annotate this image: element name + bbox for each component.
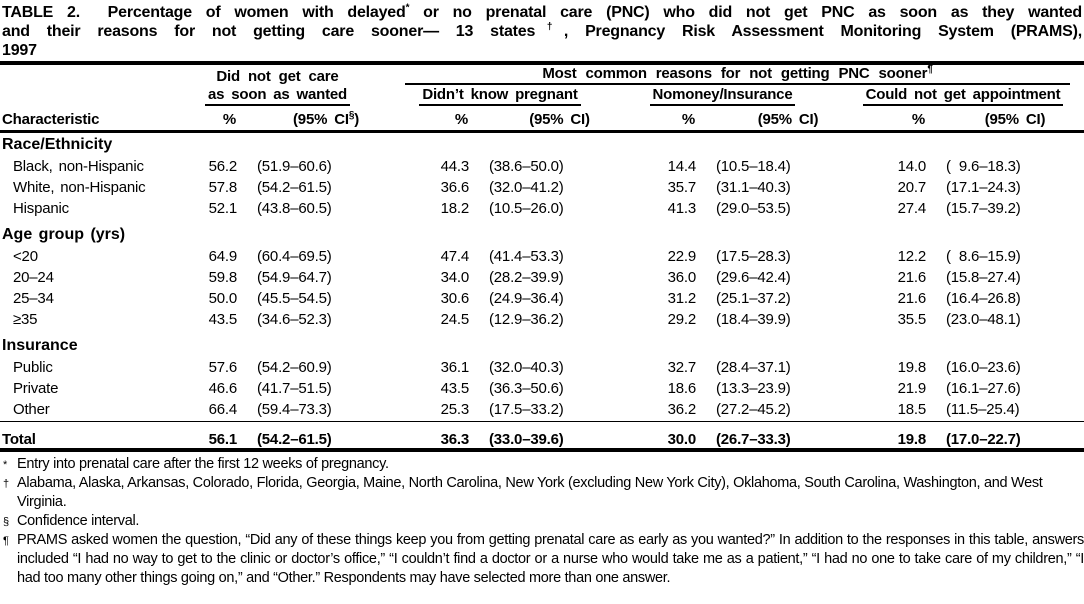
- ci-header: (95% CI§): [293, 110, 359, 128]
- superscript-marker: ¶: [927, 64, 933, 75]
- ci-value: (32.0–41.2): [489, 179, 564, 196]
- subgroup-underlined-label: as soon as wanted: [205, 86, 350, 106]
- section-header-row: [0, 334, 1084, 355]
- row-label: 20–24: [13, 269, 54, 286]
- row-label: Black, non-Hispanic: [13, 158, 144, 175]
- footnote: [0, 531, 1084, 588]
- percent-value: 12.2: [897, 248, 926, 265]
- table-row: [0, 307, 1084, 328]
- row-label: Private: [13, 380, 59, 397]
- subgroup-as-soon-as-wanted: [190, 86, 395, 106]
- percent-value: 30.0: [667, 431, 696, 448]
- section-name: Age group (yrs): [2, 226, 126, 243]
- ci-value: (10.5–18.4): [716, 158, 791, 175]
- ci-value: (54.2–61.5): [257, 179, 332, 196]
- ci-value: (16.0–23.6): [946, 359, 1021, 376]
- ci-value: (16.4–26.8): [946, 290, 1021, 307]
- superscript-marker: *: [405, 2, 410, 14]
- ci-value: (17.5–28.3): [716, 248, 791, 265]
- title-line: and their reasons for not getting care sooner— 13 states†, Pregnancy Risk Assessment Monitoring System (PRAMS),: [2, 21, 1082, 40]
- percent-value: 22.9: [667, 248, 696, 265]
- percent-value: 31.2: [667, 290, 696, 307]
- ci-value: (36.3–50.6): [489, 380, 564, 397]
- header-row-columns: [0, 106, 1084, 130]
- row-label: 25–34: [13, 290, 54, 307]
- ci-value: (18.4–39.9): [716, 311, 791, 328]
- percent-value: 29.2: [667, 311, 696, 328]
- table-row: [0, 355, 1084, 376]
- table-header: [0, 65, 1084, 130]
- row-label: Hispanic: [13, 200, 69, 217]
- ci-value: (54.2–60.9): [257, 359, 332, 376]
- footnote-text: PRAMS asked women the question, “Did any of these things keep you from getting prenatal care as early as you wanted?” In addition to the responses in this table, answers included “I had no way to get to the clinic or doctor’s office,” “I couldn’t find a doctor or a nurse who would take me as a patient,” “I had no one to take care of my children,” “I had too many other things going on,” and “Other.” Respondents may have selected more than one answer.: [17, 532, 1084, 586]
- ci-value: (17.5–33.2): [489, 401, 564, 418]
- table-section: [0, 223, 1084, 328]
- table-row: [0, 265, 1084, 286]
- ci-value: (15.7–39.2): [946, 200, 1021, 217]
- title-line: 1997: [2, 42, 37, 59]
- table-row: [0, 175, 1084, 196]
- footnote-text: Entry into prenatal care after the first 12 weeks of pregnancy.: [17, 456, 389, 472]
- footnote: [0, 455, 1084, 474]
- row-label: Other: [13, 401, 50, 418]
- percent-header: %: [454, 111, 468, 128]
- ci-value: (29.0–53.5): [716, 200, 791, 217]
- percent-value: 21.6: [897, 290, 926, 307]
- percent-value: 35.5: [897, 311, 926, 328]
- percent-value: 52.1: [208, 200, 237, 217]
- superscript-marker: †: [535, 21, 564, 33]
- subgroup-didnt-know-pregnant: [395, 86, 630, 106]
- percent-value: 56.1: [208, 431, 237, 448]
- percent-value: 24.5: [440, 311, 469, 328]
- percent-value: 20.7: [897, 179, 926, 196]
- ci-header: (95% CI): [529, 111, 590, 128]
- ci-value: (45.5–54.5): [257, 290, 332, 307]
- row-label: ≥35: [13, 311, 38, 328]
- percent-value: 41.3: [667, 200, 696, 217]
- ci-value: (16.1–27.6): [946, 380, 1021, 397]
- percent-value: 47.4: [440, 248, 469, 265]
- ci-value: (17.0–22.7): [946, 431, 1021, 448]
- percent-value: 36.6: [440, 179, 469, 196]
- table-section: [0, 133, 1084, 217]
- footnote: [0, 474, 1084, 512]
- ci-value: (38.6–50.0): [489, 158, 564, 175]
- percent-value: 66.4: [208, 401, 237, 418]
- table-row: [0, 397, 1084, 418]
- subgroup-no-money-insurance: [630, 86, 860, 106]
- footnotes: [0, 455, 1084, 588]
- percent-value: 36.0: [667, 269, 696, 286]
- percent-value: 57.6: [208, 359, 237, 376]
- ci-value: ( 8.6–15.9): [946, 248, 1021, 265]
- percent-value: 19.8: [897, 359, 926, 376]
- percent-value: 36.2: [667, 401, 696, 418]
- percent-value: 14.0: [897, 158, 926, 175]
- percent-value: 43.5: [208, 311, 237, 328]
- ci-value: (33.0–39.6): [489, 431, 564, 448]
- ci-value: (28.2–39.9): [489, 269, 564, 286]
- ci-value: (51.9–60.6): [257, 158, 332, 175]
- row-label: Public: [13, 359, 53, 376]
- percent-value: 14.4: [667, 158, 696, 175]
- footnote-marker: †: [3, 478, 9, 490]
- row-label: <20: [13, 248, 38, 265]
- percent-header: %: [681, 111, 695, 128]
- ci-value: (43.8–60.5): [257, 200, 332, 217]
- percent-value: 43.5: [440, 380, 469, 397]
- percent-header: %: [222, 111, 236, 128]
- ci-value: ( 9.6–18.3): [946, 158, 1021, 175]
- subgroup-underlined-label: Didn’t know pregnant: [419, 86, 580, 106]
- section-name: Race/Ethnicity: [2, 136, 113, 153]
- ci-value: (15.8–27.4): [946, 269, 1021, 286]
- footnote-marker: *: [3, 459, 7, 471]
- section-header-row: [0, 133, 1084, 154]
- ci-value: (13.3–23.9): [716, 380, 791, 397]
- percent-value: 30.6: [440, 290, 469, 307]
- percent-value: 36.3: [440, 431, 469, 448]
- table-section: [0, 334, 1084, 418]
- ci-value: (23.0–48.1): [946, 311, 1021, 328]
- footnote-marker: ¶: [3, 535, 9, 547]
- header-row-subgroups: [0, 85, 1084, 106]
- ci-value: (60.4–69.5): [257, 248, 332, 265]
- ci-value: (31.1–40.3): [716, 179, 791, 196]
- ci-value: (54.9–64.7): [257, 269, 332, 286]
- section-header-row: [0, 223, 1084, 244]
- percent-value: 25.3: [440, 401, 469, 418]
- header-row-groups: [0, 65, 1084, 85]
- column-group-did-not-get-care: Did not get care: [216, 68, 339, 85]
- footnote-text: Confidence interval.: [17, 513, 140, 529]
- ci-value: (12.9–36.2): [489, 311, 564, 328]
- percent-value: 19.8: [897, 431, 926, 448]
- ci-value: (17.1–24.3): [946, 179, 1021, 196]
- title-line: TABLE 2. Percentage of women with delayed* or no prenatal care (PNC) who did not get PNC as soon as they wanted: [2, 2, 1083, 21]
- table-row: [0, 196, 1084, 217]
- ci-value: (32.0–40.3): [489, 359, 564, 376]
- percent-value: 57.8: [208, 179, 237, 196]
- percent-value: 50.0: [208, 290, 237, 307]
- total-row-container: [0, 422, 1084, 448]
- characteristic-header: Characteristic: [2, 111, 100, 128]
- ci-header: (95% CI): [757, 111, 819, 128]
- section-name: Insurance: [2, 337, 78, 354]
- footnote-marker: §: [3, 516, 9, 528]
- ci-value: (10.5–26.0): [489, 200, 564, 217]
- ci-value: (26.7–33.3): [716, 431, 791, 448]
- table-title: [0, 0, 1084, 61]
- table-row: [0, 244, 1084, 265]
- ci-header: (95% CI): [984, 111, 1046, 128]
- ci-value: (27.2–45.2): [716, 401, 791, 418]
- subgroup-underlined-label: Could not get appointment: [863, 86, 1064, 106]
- percent-value: 34.0: [440, 269, 469, 286]
- ci-value: (28.4–37.1): [716, 359, 791, 376]
- ci-value: (41.7–51.5): [257, 380, 332, 397]
- row-label: White, non-Hispanic: [13, 179, 146, 196]
- percent-value: 27.4: [897, 200, 926, 217]
- footnote: [0, 512, 1084, 531]
- table-row: [0, 154, 1084, 175]
- subgroup-could-not-get-appointment: [860, 86, 1084, 106]
- table-row: [0, 286, 1084, 307]
- percent-value: 18.2: [440, 200, 469, 217]
- bottom-rule: [0, 448, 1084, 452]
- percent-value: 18.5: [897, 401, 926, 418]
- ci-value: (41.4–53.3): [489, 248, 564, 265]
- percent-value: 32.7: [667, 359, 696, 376]
- percent-value: 46.6: [208, 380, 237, 397]
- footnote-text: Alabama, Alaska, Arkansas, Colorado, Florida, Georgia, Maine, North Carolina, New York (excluding New York City), Oklahoma, South Carolina, Washington, and West Virginia.: [17, 475, 1043, 510]
- percent-value: 35.7: [667, 179, 696, 196]
- table-row: [0, 376, 1084, 397]
- table-row: [0, 422, 1084, 448]
- ci-value: (34.6–52.3): [257, 311, 332, 328]
- column-group-most-common-reasons: Most common reasons for not getting PNC sooner¶: [405, 65, 1070, 85]
- table-body: [0, 133, 1084, 418]
- percent-header: %: [911, 111, 925, 128]
- subgroup-underlined-label: Nomoney/Insurance: [650, 86, 796, 106]
- percent-value: 44.3: [440, 158, 469, 175]
- ci-value: (59.4–73.3): [257, 401, 332, 418]
- ci-value: (24.9–36.4): [489, 290, 564, 307]
- ci-value: (11.5–25.4): [946, 401, 1020, 418]
- percent-value: 64.9: [208, 248, 237, 265]
- row-label: Total: [2, 431, 36, 448]
- ci-value: (29.6–42.4): [716, 269, 791, 286]
- ci-value: (25.1–37.2): [716, 290, 791, 307]
- percent-value: 21.9: [897, 380, 926, 397]
- ci-value: (54.2–61.5): [257, 431, 332, 448]
- percent-value: 36.1: [440, 359, 469, 376]
- percent-value: 56.2: [208, 158, 237, 175]
- percent-value: 21.6: [897, 269, 926, 286]
- superscript-marker: §: [348, 110, 355, 121]
- percent-value: 59.8: [208, 269, 237, 286]
- percent-value: 18.6: [667, 380, 696, 397]
